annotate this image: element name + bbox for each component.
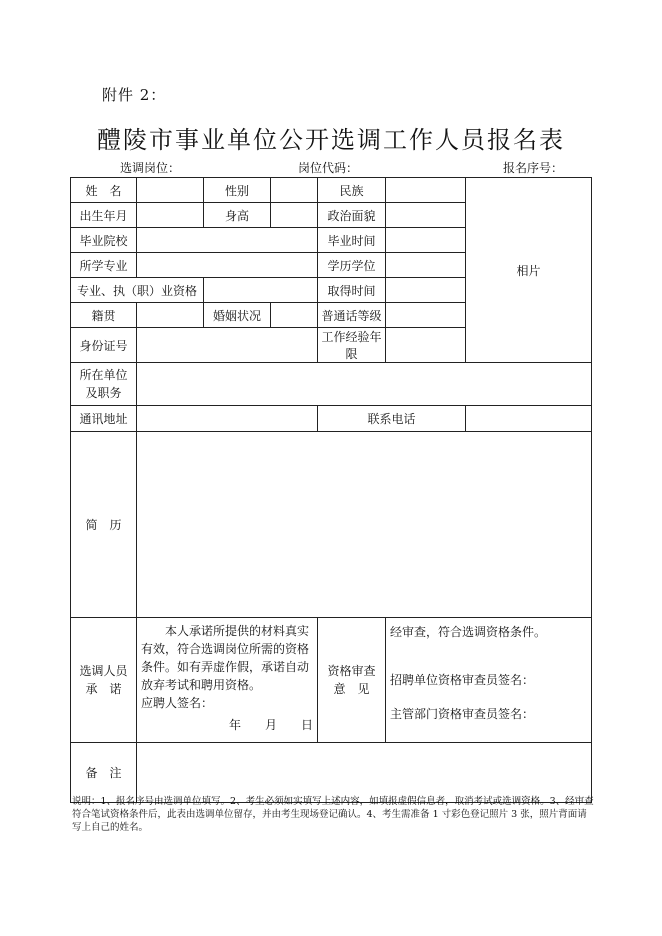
date-day: 日 [300, 718, 313, 732]
political-label: 政治面貌 [318, 203, 386, 228]
work-years-label: 工作经验年限 [318, 328, 386, 363]
address-label: 通讯地址 [71, 406, 137, 432]
obtain-time-label: 取得时间 [318, 278, 386, 303]
grad-time-label: 毕业时间 [318, 228, 386, 253]
height-value-cell[interactable] [271, 203, 318, 228]
gender-label: 性别 [204, 178, 271, 203]
phone-label: 联系电话 [318, 406, 466, 432]
review-label [318, 618, 386, 743]
ethnicity-label: 民族 [318, 178, 386, 203]
review-result-text: 经审查，符合选调资格条件。 [390, 625, 547, 639]
major-value-cell[interactable] [137, 253, 318, 278]
mandarin-value-cell[interactable] [386, 303, 466, 328]
native-place-label: 籍贯 [71, 303, 137, 328]
date-month: 月 [264, 718, 277, 732]
serial-number-label: 报名序号： [503, 161, 564, 175]
native-place-value-cell[interactable] [137, 303, 204, 328]
name-value-cell[interactable] [137, 178, 204, 203]
applicant-signature-label: 应聘人签名： [141, 696, 214, 710]
promise-label-line1: 选调人员 [79, 664, 128, 678]
promise-label [71, 618, 137, 743]
work-years-value-cell[interactable] [386, 328, 466, 363]
resume-value-cell[interactable] [137, 432, 592, 618]
unit-reviewer-signature-label: 招聘单位资格审查员签名： [390, 673, 535, 687]
mandarin-label: 普通话等级 [318, 303, 386, 328]
degree-label: 学历学位 [318, 253, 386, 278]
instructions-note: 说明：1、报名序号由选调单位填写。2、考生必须如实填写上述内容，如填报虚假信息者，取消考试或选调资格。3、经审查符合笔试资格条件后，此表由选调单位留存，并由考生现场登记确认。4、考生需准备 1 寸彩色登记照片 3 张，照片背面请写上自己的姓名。 [72, 796, 594, 833]
promise-text: 本人承诺所提供的材料真实有效，符合选调岗位所需的资格条件。如有弄虚作假，承诺自动放弃考试和聘用资格。 [141, 624, 310, 692]
phone-value-cell[interactable] [466, 406, 592, 432]
degree-value-cell[interactable] [386, 253, 466, 278]
name-label: 姓 名 [71, 178, 137, 203]
id-number-label: 身份证号 [71, 328, 137, 363]
obtain-time-value-cell[interactable] [386, 278, 466, 303]
marital-label: 婚姻状况 [204, 303, 271, 328]
registration-table [70, 177, 592, 803]
review-content [386, 618, 592, 743]
resume-label: 简 历 [71, 432, 137, 618]
qualification-label: 专业、执（职）业资格 [71, 278, 204, 303]
remarks-value-cell[interactable] [137, 743, 592, 803]
position-label: 选调岗位： [120, 161, 181, 175]
promise-label-line2: 承 诺 [85, 682, 122, 696]
position-code-label: 岗位代码： [298, 161, 359, 175]
birth-value-cell[interactable] [137, 203, 204, 228]
marital-value-cell[interactable] [271, 303, 318, 328]
address-value-cell[interactable] [137, 406, 318, 432]
unit-position-value-cell[interactable] [137, 363, 592, 406]
review-label-line1: 资格审查 [327, 664, 376, 678]
unit-label-line2: 及职务 [85, 386, 122, 400]
height-label: 身高 [204, 203, 271, 228]
unit-position-label [71, 363, 137, 406]
school-label: 毕业院校 [71, 228, 137, 253]
remarks-label: 备 注 [71, 743, 137, 803]
political-value-cell[interactable] [386, 203, 466, 228]
gender-value-cell[interactable] [271, 178, 318, 203]
photo-cell[interactable]: 相片 [466, 178, 592, 363]
unit-label-line1: 所在单位 [79, 368, 128, 382]
attachment-label: 附件 2： [102, 86, 167, 104]
ethnicity-value-cell[interactable] [386, 178, 466, 203]
review-label-line2: 意 见 [333, 682, 370, 696]
authority-reviewer-signature-label: 主管部门资格审查员签名： [390, 707, 535, 721]
promise-date [141, 716, 313, 734]
birth-label: 出生年月 [71, 203, 137, 228]
id-number-value-cell[interactable] [137, 328, 318, 363]
grad-time-value-cell[interactable] [386, 228, 466, 253]
major-label: 所学专业 [71, 253, 137, 278]
school-value-cell[interactable] [137, 228, 318, 253]
date-year: 年 [228, 718, 241, 732]
form-title: 醴陵市事业单位公开选调工作人员报名表 [97, 126, 565, 154]
promise-content [137, 618, 318, 743]
qualification-value-cell[interactable] [204, 278, 318, 303]
